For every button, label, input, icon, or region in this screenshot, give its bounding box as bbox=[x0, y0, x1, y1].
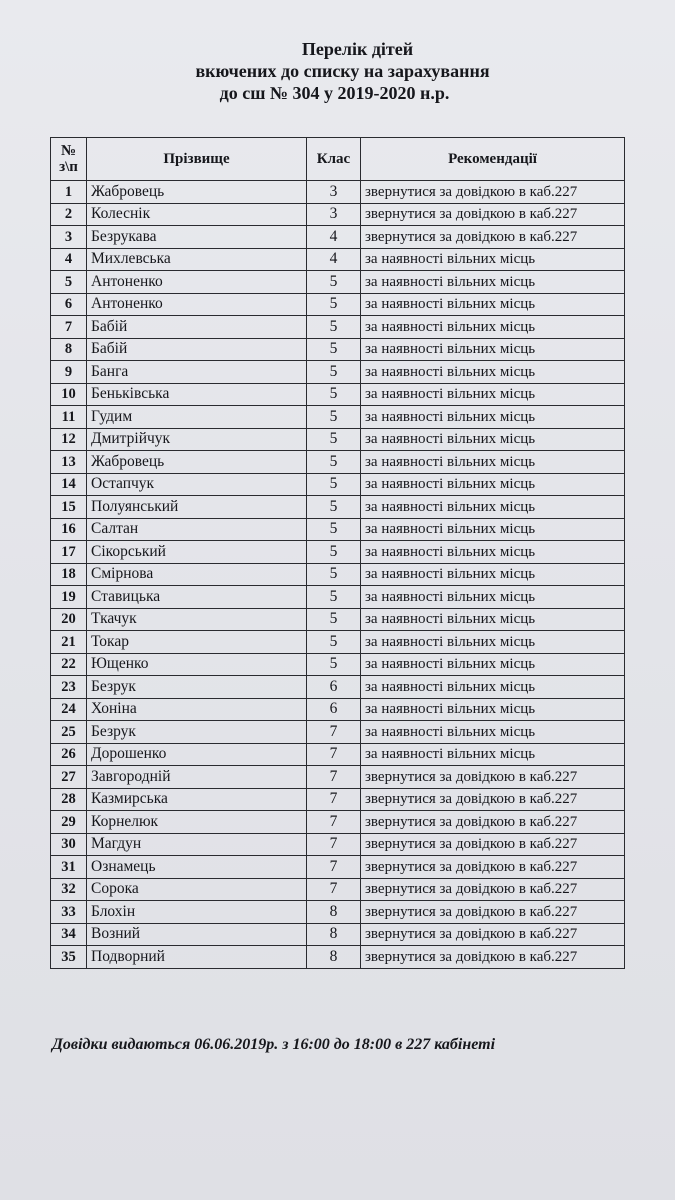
table-row bbox=[51, 293, 625, 316]
row-number: 32 bbox=[51, 878, 87, 901]
row-class: 5 bbox=[307, 406, 361, 429]
table-row bbox=[51, 766, 625, 789]
row-number: 2 bbox=[51, 203, 87, 226]
row-surname: Подворний bbox=[87, 946, 307, 969]
row-number: 8 bbox=[51, 338, 87, 361]
table-body bbox=[51, 181, 625, 969]
row-surname: Остапчук bbox=[87, 473, 307, 496]
row-number: 35 bbox=[51, 946, 87, 969]
table-row bbox=[51, 316, 625, 339]
row-recommendation: за наявності вільних місць bbox=[361, 586, 625, 609]
footer-note: Довідки видаються 06.06.2019р. з 16:00 до 18:00 в 227 кабінеті bbox=[52, 1036, 496, 1053]
row-surname: Возний bbox=[87, 923, 307, 946]
row-surname: Антоненко bbox=[87, 293, 307, 316]
row-recommendation: за наявності вільних місць bbox=[361, 428, 625, 451]
row-recommendation: звернутися за довідкою в каб.227 bbox=[361, 788, 625, 811]
row-number: 10 bbox=[51, 383, 87, 406]
row-number: 16 bbox=[51, 518, 87, 541]
table-row bbox=[51, 856, 625, 879]
row-number: 15 bbox=[51, 496, 87, 519]
header-number bbox=[51, 138, 87, 181]
row-surname: Дорошенко bbox=[87, 743, 307, 766]
row-class: 5 bbox=[307, 586, 361, 609]
row-class: 5 bbox=[307, 563, 361, 586]
row-recommendation: за наявності вільних місць bbox=[361, 721, 625, 744]
row-surname: Магдун bbox=[87, 833, 307, 856]
row-number: 19 bbox=[51, 586, 87, 609]
row-class: 7 bbox=[307, 878, 361, 901]
row-number: 30 bbox=[51, 833, 87, 856]
row-recommendation: звернутися за довідкою в каб.227 bbox=[361, 856, 625, 879]
row-surname: Дмитрійчук bbox=[87, 428, 307, 451]
row-surname: Завгородній bbox=[87, 766, 307, 789]
table-row bbox=[51, 518, 625, 541]
row-class: 5 bbox=[307, 293, 361, 316]
header-recommendation: Рекомендації bbox=[361, 138, 625, 181]
row-surname: Ткачук bbox=[87, 608, 307, 631]
table-row bbox=[51, 878, 625, 901]
table-row bbox=[51, 541, 625, 564]
row-recommendation: за наявності вільних місць bbox=[361, 293, 625, 316]
row-number: 33 bbox=[51, 901, 87, 924]
row-surname: Хоніна bbox=[87, 698, 307, 721]
row-class: 5 bbox=[307, 631, 361, 654]
row-class: 5 bbox=[307, 316, 361, 339]
table-row bbox=[51, 271, 625, 294]
table-row bbox=[51, 608, 625, 631]
row-class: 8 bbox=[307, 923, 361, 946]
row-number: 29 bbox=[51, 811, 87, 834]
row-number: 27 bbox=[51, 766, 87, 789]
header-surname: Прізвище bbox=[87, 138, 307, 181]
table-row bbox=[51, 788, 625, 811]
row-surname: Жабровець bbox=[87, 451, 307, 474]
table-row bbox=[51, 383, 625, 406]
table-row bbox=[51, 923, 625, 946]
table-row bbox=[51, 631, 625, 654]
row-recommendation: за наявності вільних місць bbox=[361, 451, 625, 474]
row-number: 14 bbox=[51, 473, 87, 496]
row-recommendation: за наявності вільних місць bbox=[361, 361, 625, 384]
row-recommendation: за наявності вільних місць bbox=[361, 316, 625, 339]
header-number-line1: № bbox=[60, 143, 77, 159]
row-number: 6 bbox=[51, 293, 87, 316]
row-recommendation: звернутися за довідкою в каб.227 bbox=[361, 946, 625, 969]
row-recommendation: за наявності вільних місць bbox=[361, 541, 625, 564]
row-recommendation: за наявності вільних місць bbox=[361, 406, 625, 429]
row-recommendation: звернутися за довідкою в каб.227 bbox=[361, 181, 625, 204]
row-surname: Токар bbox=[87, 631, 307, 654]
table-row bbox=[51, 226, 625, 249]
row-surname: Смірнова bbox=[87, 563, 307, 586]
row-recommendation: за наявності вільних місць bbox=[361, 676, 625, 699]
row-recommendation: звернутися за довідкою в каб.227 bbox=[361, 203, 625, 226]
row-surname: Бабій bbox=[87, 338, 307, 361]
row-recommendation: звернутися за довідкою в каб.227 bbox=[361, 878, 625, 901]
row-number: 4 bbox=[51, 248, 87, 271]
row-surname: Ющенко bbox=[87, 653, 307, 676]
row-recommendation: за наявності вільних місць bbox=[361, 631, 625, 654]
row-recommendation: за наявності вільних місць bbox=[361, 518, 625, 541]
row-surname: Гудим bbox=[87, 406, 307, 429]
row-number: 5 bbox=[51, 271, 87, 294]
table-row bbox=[51, 743, 625, 766]
row-class: 5 bbox=[307, 496, 361, 519]
row-number: 3 bbox=[51, 226, 87, 249]
row-number: 21 bbox=[51, 631, 87, 654]
table-row bbox=[51, 361, 625, 384]
row-recommendation: за наявності вільних місць bbox=[361, 248, 625, 271]
row-recommendation: звернутися за довідкою в каб.227 bbox=[361, 811, 625, 834]
row-recommendation: за наявності вільних місць bbox=[361, 743, 625, 766]
table-row bbox=[51, 676, 625, 699]
header-class: Клас bbox=[307, 138, 361, 181]
table-row bbox=[51, 406, 625, 429]
row-number: 11 bbox=[51, 406, 87, 429]
row-class: 4 bbox=[307, 248, 361, 271]
table-row bbox=[51, 698, 625, 721]
children-list-table bbox=[50, 137, 625, 969]
table-row bbox=[51, 428, 625, 451]
row-class: 8 bbox=[307, 946, 361, 969]
row-class: 5 bbox=[307, 383, 361, 406]
row-class: 6 bbox=[307, 698, 361, 721]
row-surname: Полуянський bbox=[87, 496, 307, 519]
table-row bbox=[51, 946, 625, 969]
row-number: 20 bbox=[51, 608, 87, 631]
row-surname: Колеснік bbox=[87, 203, 307, 226]
row-surname: Казмирська bbox=[87, 788, 307, 811]
row-surname: Безрук bbox=[87, 676, 307, 699]
table-row bbox=[51, 181, 625, 204]
row-recommendation: за наявності вільних місць bbox=[361, 563, 625, 586]
row-recommendation: за наявності вільних місць bbox=[361, 271, 625, 294]
row-number: 1 bbox=[51, 181, 87, 204]
row-number: 31 bbox=[51, 856, 87, 879]
row-number: 34 bbox=[51, 923, 87, 946]
title-line-2: вкючених до списку на зарахування bbox=[195, 61, 490, 81]
row-recommendation: за наявності вільних місць bbox=[361, 473, 625, 496]
row-number: 12 bbox=[51, 428, 87, 451]
table-row bbox=[51, 901, 625, 924]
row-number: 23 bbox=[51, 676, 87, 699]
row-number: 26 bbox=[51, 743, 87, 766]
row-class: 5 bbox=[307, 518, 361, 541]
row-number: 24 bbox=[51, 698, 87, 721]
row-surname: Сорока bbox=[87, 878, 307, 901]
row-surname: Михлевська bbox=[87, 248, 307, 271]
row-class: 5 bbox=[307, 271, 361, 294]
row-number: 18 bbox=[51, 563, 87, 586]
table-row bbox=[51, 203, 625, 226]
row-recommendation: за наявності вільних місць bbox=[361, 496, 625, 519]
table-row bbox=[51, 338, 625, 361]
row-surname: Безрук bbox=[87, 721, 307, 744]
row-surname: Банга bbox=[87, 361, 307, 384]
row-number: 13 bbox=[51, 451, 87, 474]
row-number: 17 bbox=[51, 541, 87, 564]
row-class: 5 bbox=[307, 428, 361, 451]
row-surname: Корнелюк bbox=[87, 811, 307, 834]
row-class: 7 bbox=[307, 856, 361, 879]
row-recommendation: звернутися за довідкою в каб.227 bbox=[361, 901, 625, 924]
row-class: 3 bbox=[307, 181, 361, 204]
table-row bbox=[51, 586, 625, 609]
row-class: 7 bbox=[307, 811, 361, 834]
table-row bbox=[51, 721, 625, 744]
row-class: 5 bbox=[307, 338, 361, 361]
row-surname: Ознамець bbox=[87, 856, 307, 879]
row-surname: Блохін bbox=[87, 901, 307, 924]
row-class: 7 bbox=[307, 721, 361, 744]
row-surname: Беньківська bbox=[87, 383, 307, 406]
document-title bbox=[0, 38, 675, 104]
row-class: 5 bbox=[307, 473, 361, 496]
row-surname: Антоненко bbox=[87, 271, 307, 294]
row-recommendation: за наявності вільних місць bbox=[361, 698, 625, 721]
row-recommendation: за наявності вільних місць bbox=[361, 338, 625, 361]
row-class: 4 bbox=[307, 226, 361, 249]
row-recommendation: звернутися за довідкою в каб.227 bbox=[361, 833, 625, 856]
row-surname: Безрукава bbox=[87, 226, 307, 249]
row-class: 5 bbox=[307, 541, 361, 564]
table-row bbox=[51, 451, 625, 474]
row-recommendation: за наявності вільних місць bbox=[361, 383, 625, 406]
row-class: 5 bbox=[307, 608, 361, 631]
row-surname: Жабровець bbox=[87, 181, 307, 204]
row-class: 7 bbox=[307, 833, 361, 856]
row-class: 7 bbox=[307, 766, 361, 789]
title-line-3: до сш № 304 у 2019-2020 н.р. bbox=[219, 83, 450, 103]
row-number: 22 bbox=[51, 653, 87, 676]
row-surname: Салтан bbox=[87, 518, 307, 541]
row-number: 9 bbox=[51, 361, 87, 384]
title-line-1: Перелік дітей bbox=[301, 39, 414, 59]
table-row bbox=[51, 653, 625, 676]
row-number: 28 bbox=[51, 788, 87, 811]
row-class: 6 bbox=[307, 676, 361, 699]
row-class: 7 bbox=[307, 743, 361, 766]
row-number: 7 bbox=[51, 316, 87, 339]
table-row bbox=[51, 473, 625, 496]
row-recommendation: за наявності вільних місць bbox=[361, 608, 625, 631]
row-class: 7 bbox=[307, 788, 361, 811]
row-class: 5 bbox=[307, 361, 361, 384]
row-surname: Ставицька bbox=[87, 586, 307, 609]
table-row bbox=[51, 563, 625, 586]
row-recommendation: звернутися за довідкою в каб.227 bbox=[361, 923, 625, 946]
table-row bbox=[51, 248, 625, 271]
row-recommendation: за наявності вільних місць bbox=[361, 653, 625, 676]
row-class: 5 bbox=[307, 451, 361, 474]
row-recommendation: звернутися за довідкою в каб.227 bbox=[361, 766, 625, 789]
row-surname: Сікорський bbox=[87, 541, 307, 564]
row-number: 25 bbox=[51, 721, 87, 744]
table-row bbox=[51, 811, 625, 834]
row-class: 5 bbox=[307, 653, 361, 676]
table-row bbox=[51, 833, 625, 856]
table-header-row bbox=[51, 138, 625, 181]
row-class: 8 bbox=[307, 901, 361, 924]
table-row bbox=[51, 496, 625, 519]
row-recommendation: звернутися за довідкою в каб.227 bbox=[361, 226, 625, 249]
row-class: 3 bbox=[307, 203, 361, 226]
header-number-line2: з\п bbox=[59, 159, 78, 175]
row-surname: Бабій bbox=[87, 316, 307, 339]
